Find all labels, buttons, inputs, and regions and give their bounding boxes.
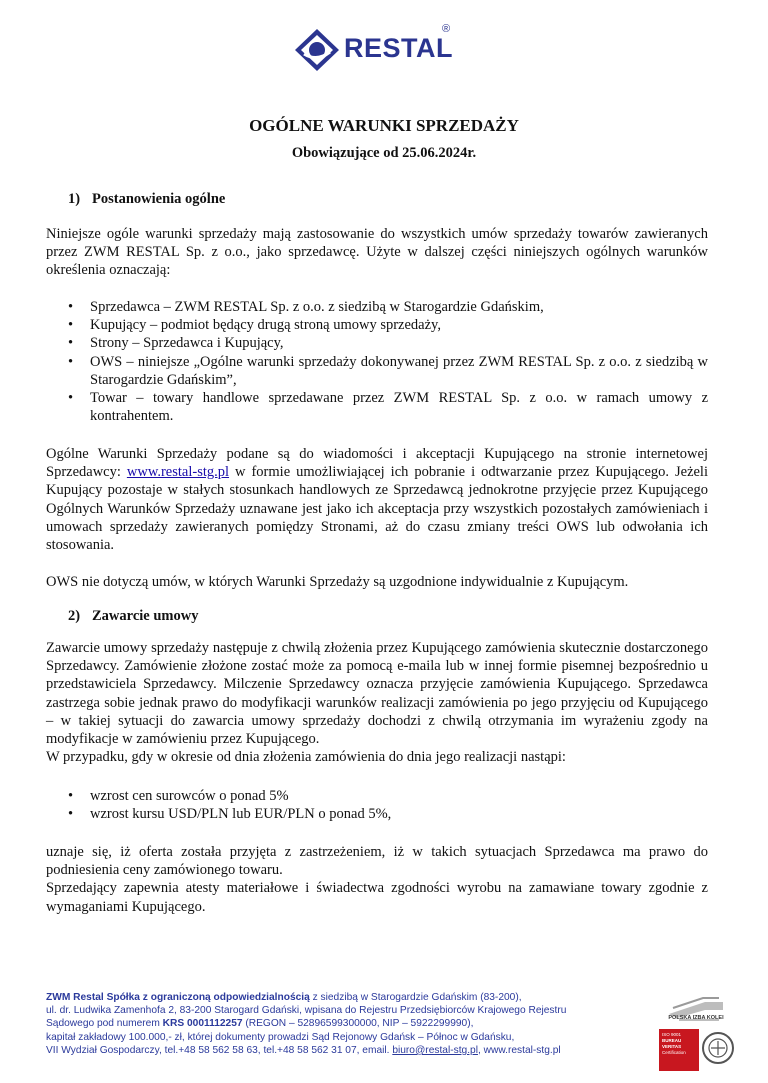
bv-line: Certification [662,1050,686,1055]
footer-text: VII Wydział Gospodarczy, tel.+48 58 562 58 63, tel.+48 58 562 31 07, email. [46,1044,393,1056]
para-text: uznaje się, iż oferta została przyjęta z zastrzeżeniem, iż w takich sytuacjach Sprzedawca ma prawo do podniesienia ceny zamówionego towaru. [46,844,708,879]
restal-diamond-icon [294,28,340,72]
company-footer [46,991,666,1057]
section-1-para-3 [46,573,708,591]
certification-seal-icon [701,1031,735,1065]
para-text: OWS nie dotyczą umów, w których Warunki Sprzedaży są uzgodnione indywidualnie z Kupującym. [46,574,629,590]
para-text: Zawarcie umowy sprzedaży następuje z chwilą złożenia przez Kupującego zamówienia skutecznie dostarczonego Sprzedawcy. Zamówienie złożone zostać może za pomocą e-maila lub w innej formie pisemnej bezpośrednio u przedstawiciela Sprzedawcy. Milczenie Sprzedawcy oznacza przyjęcie zamówienia Kupującego. Sprzedawca zastrzega sobie jednak prawo do modyfikacji warunków realizacji zamówienia po jego przyjęciu od Kupującego – w takiej sytuacji do zawarcia umowy sprzedaży dochodzi z chwilą otrzymania im wyrażeniu zgody na modyfikacje w zamówieniu przez Kupującego. [46,640,708,748]
list-item: • OWS – niniejsze „Ogólne warunki sprzedaży dokonywanej przez ZWM RESTAL Sp. z o.o. z siedzibą w Starogardzie Gdańskim”, [68,353,708,389]
section-2-para-1 [46,639,708,766]
pik-label: POLSKA IZBA KOLEI [668,1015,724,1021]
restal-logo [294,23,464,73]
section-1-para-2 [46,445,708,554]
footer-text: z siedzibą w Starogardzie Gdańskim (83-200), [309,992,522,1003]
definitions-list [68,298,708,425]
email-link[interactable]: biuro@restal-stg.pl [392,1044,478,1056]
para-text: W przypadku, gdy w okresie od dnia złożenia zamówienia do dnia jego realizacji nastąpi: [46,749,566,766]
page-title: OGÓLNE WARUNKI SPRZEDAŻY [249,116,519,135]
intro-text: Niniejsze ogóle warunki sprzedaży mają zastosowanie do wszystkich umów sprzedaży towarów zawieranych przez ZWM RESTAL Sp. z o.o., jako sprzedawcę. Użyte w dalszej części niniejszych ogólnych warunków określenia oznaczają: [46,226,708,279]
section-1-heading [68,191,225,208]
section-2-title: Zawarcie umowy [92,608,199,624]
section-1-number: 1) [68,191,81,207]
section-1-title: Postanowienia ogólne [92,191,226,207]
list-item: • Sprzedawca – ZWM RESTAL Sp. z o.o. z siedzibą w Starogardzie Gdańskim, [68,298,708,316]
conditions-list [68,787,708,823]
registered-mark: ® [442,23,451,35]
bv-line: ISO 9001 [662,1032,682,1037]
list-item: • wzrost cen surowców o ponad 5% [68,787,708,805]
krs-number: KRS 0001112257 [162,1018,243,1030]
footer-address: ul. dr. Ludwika Zamenhofa 2, 83-200 Starogard Gdański, wpisana do Rejestru Przedsiębiorców Krajowego Rejestru [46,1005,567,1017]
list-item: • Towar – towary handlowe sprzedawane przez ZWM RESTAL Sp. z o.o. w ramach umowy z kontrahentem. [68,389,708,425]
effective-date: Obowiązujące od 25.06.2024r. [291,145,477,161]
company-name: ZWM Restal Spółka z ograniczoną odpowiedzialnością [46,992,310,1003]
para-text: w formie umożliwiającej ich pobranie i odtwarzanie przez Kupującego. Jeżeli Kupujący pozostaje w stałych stosunkach handlowych ze Sprzedawcą jednokrotne przyjęcie przez Kupującego Ogólnych Warunków Sprzedaży uznawane jest jako ich akceptacja przy wszystkich pozostałych zamówieniach i umowach sprzedaży zawieranych pomiędzy Stronami, aż do czasu zmiany treści OWS lub odwołania ich stosowania. [46,464,708,554]
footer-text: , www.restal-stg.pl [477,1044,561,1056]
footer-capital: kapitał zakładowy 100.000,- zł, której dokumenty prowadzi Sąd Rejonowy Gdańsk – Północ w Gdańsku, [46,1031,515,1043]
footer-text: Sądowego pod numerem [46,1018,163,1030]
bureau-veritas-box [659,1029,699,1071]
section-2-number: 2) [68,608,81,624]
footer-text: (REGON – 52896599300000, NIP – 5922299990), [242,1018,474,1030]
bv-line: BUREAU VERITAS [662,1038,682,1049]
section-2-para-2 [46,843,708,916]
section-2-heading [68,608,198,625]
certification-badge [659,1029,735,1071]
list-item: • Strony – Sprzedawca i Kupujący, [68,334,708,352]
para-text: Ogólne Warunki Sprzedaży podane są do wiadomości i akceptacji Kupującego na stronie internetowej Sprzedawcy: [46,446,708,481]
list-item: • wzrost kursu USD/PLN lub EUR/PLN o ponad 5%, [68,805,708,823]
list-item: • Kupujący – podmiot będący drugą stroną umowy sprzedaży, [68,316,708,334]
section-1-intro [46,225,708,280]
logo-wordmark: RESTAL [344,33,453,63]
website-link[interactable]: www.restal-stg.pl [126,464,230,481]
para-text: Sprzedający zapewnia atesty materiałowe i świadectwa zgodności wyrobu na zamawiane towary zgodnie z wymaganiami Kupującego. [46,880,708,915]
